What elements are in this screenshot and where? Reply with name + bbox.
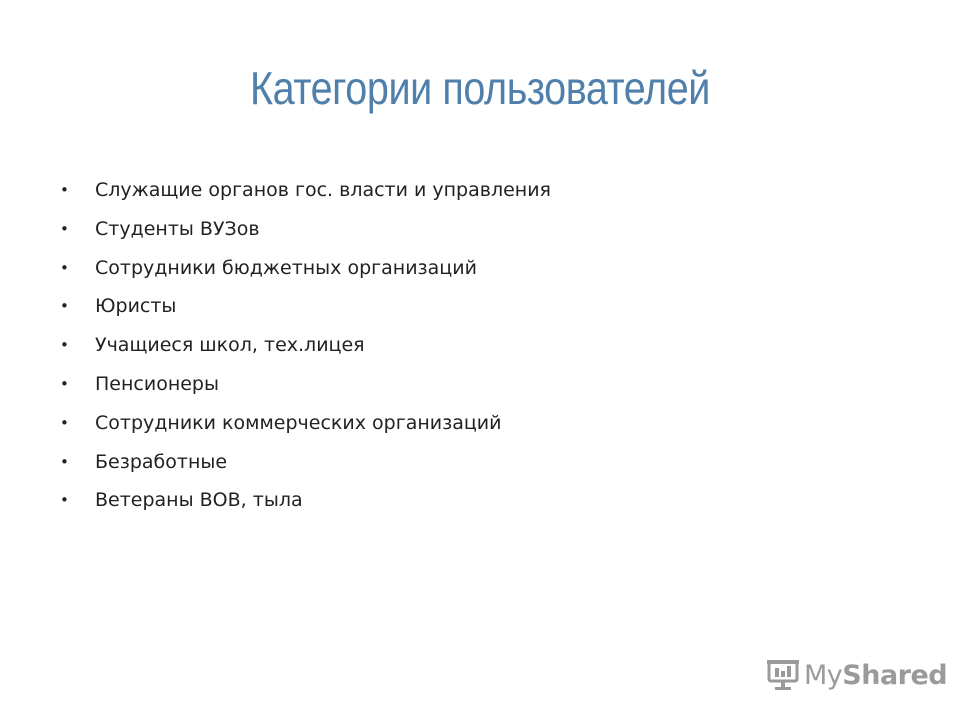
list-item-text: Пенсионеры xyxy=(95,372,219,395)
watermark-text-bold: Shared xyxy=(842,659,948,691)
list-item xyxy=(56,207,551,246)
list-item-text: Ветераны ВОВ, тыла xyxy=(95,489,303,512)
list-item-text: Юристы xyxy=(95,295,177,318)
slide-title: Категории пользователей xyxy=(250,62,710,114)
list-item-text: Сотрудники коммерческих организаций xyxy=(95,411,502,434)
presentation-board-icon xyxy=(766,658,800,692)
bullet-icon: • xyxy=(60,374,69,393)
bullet-icon: • xyxy=(60,181,69,199)
bullet-icon: • xyxy=(60,297,69,316)
list-item-text: Студенты ВУЗов xyxy=(95,217,260,240)
myshared-watermark[interactable] xyxy=(766,656,947,694)
bullet-icon: • xyxy=(60,452,69,471)
bullet-icon: • xyxy=(60,258,69,277)
list-item xyxy=(56,440,551,479)
bullet-icon: • xyxy=(60,336,69,355)
list-item xyxy=(56,478,551,517)
list-item xyxy=(56,168,551,207)
bullet-icon: • xyxy=(60,491,69,510)
list-item-text: Безработные xyxy=(95,450,228,473)
list-item xyxy=(56,362,551,401)
bullet-icon: • xyxy=(60,219,69,238)
list-item xyxy=(56,284,551,323)
watermark-text xyxy=(804,660,947,691)
list-item xyxy=(56,246,551,285)
list-item-text: Сотрудники бюджетных организаций xyxy=(95,256,477,279)
watermark-text-prefix: My xyxy=(804,659,843,691)
bullet-list xyxy=(56,168,551,517)
list-item xyxy=(56,323,551,362)
list-item-text: Служащие органов гос. власти и управления xyxy=(95,179,551,201)
list-item-text: Учащиеся школ, тех.лицея xyxy=(95,334,365,357)
list-item xyxy=(56,401,551,440)
bullet-icon: • xyxy=(60,413,69,432)
